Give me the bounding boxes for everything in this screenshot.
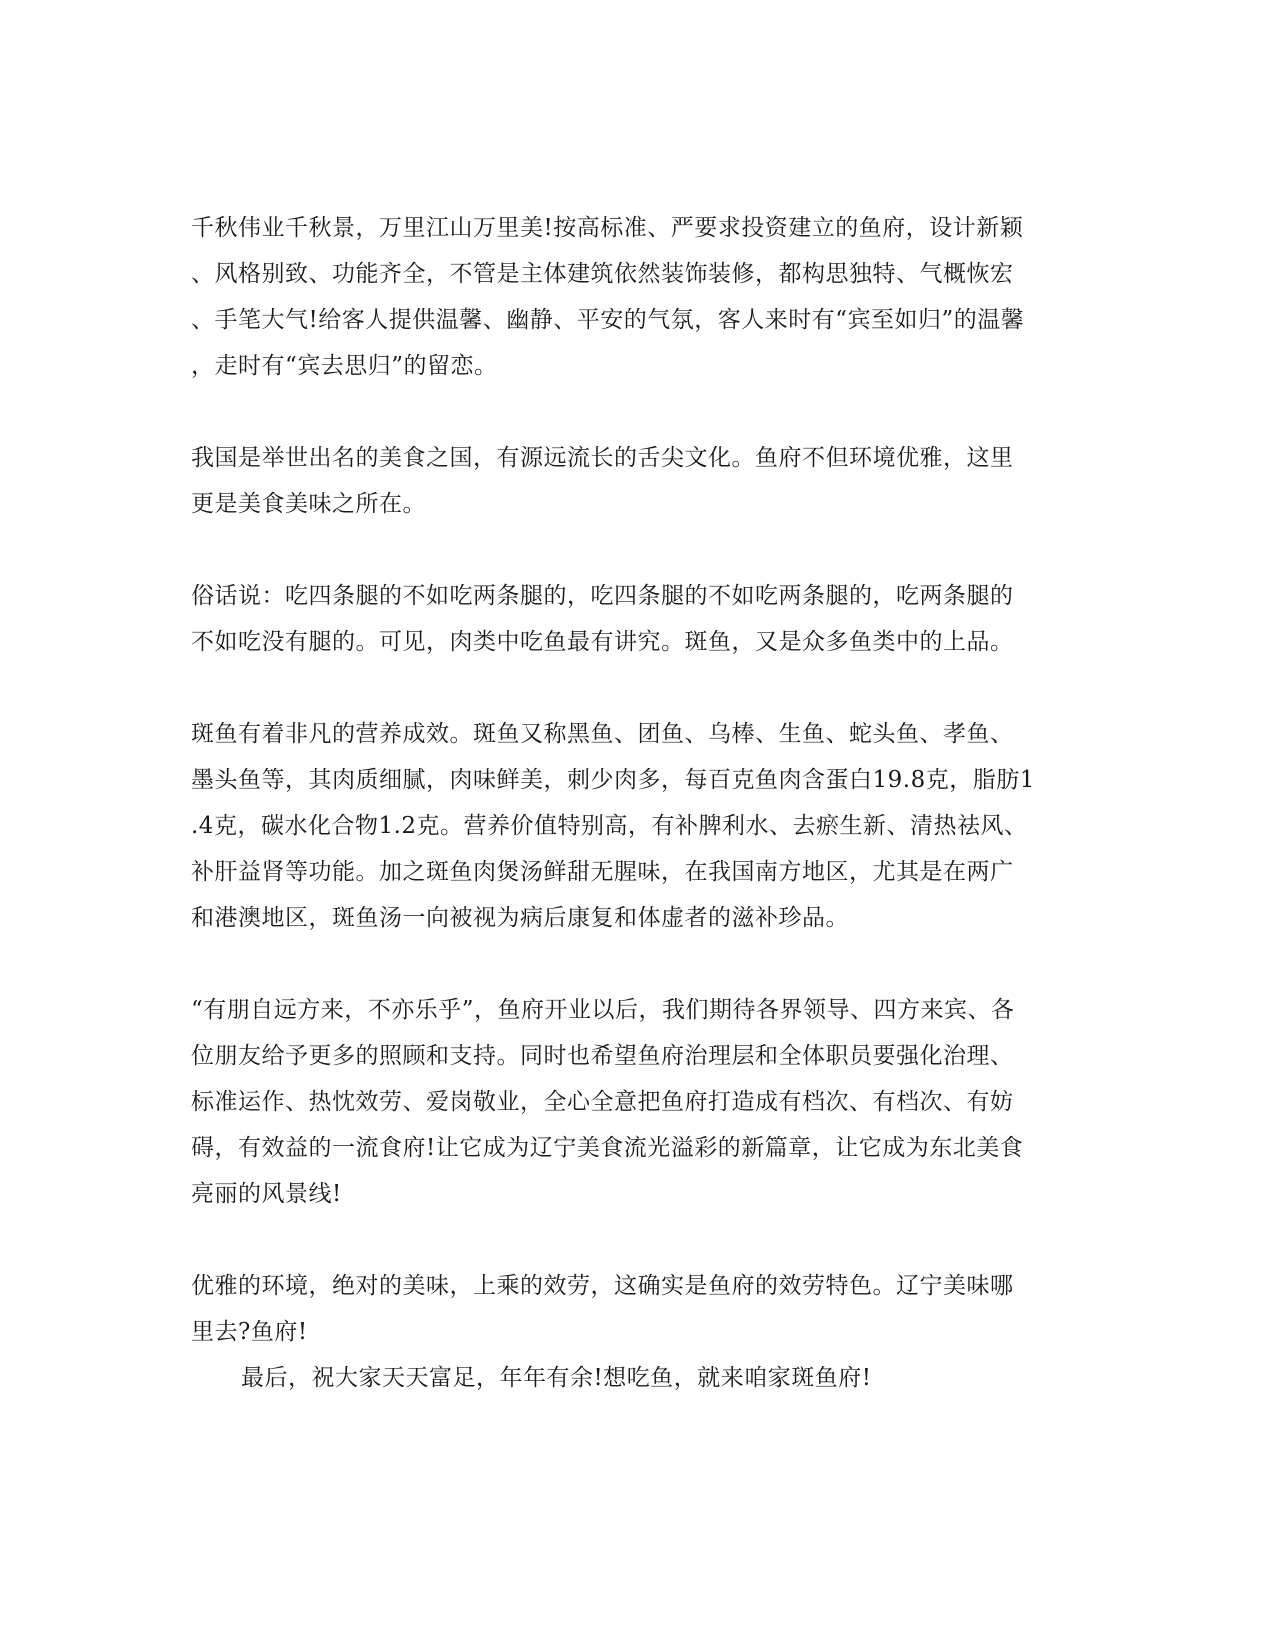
text-line: 优雅的环境，绝对的美味，上乘的效劳，这确实是鱼府的效劳特色。辽宁美味哪 <box>191 1273 1014 1299</box>
text-line: 补肝益肾等功能。加之斑鱼肉煲汤鲜甜无腥味，在我国南方地区，尤其是在两广 <box>191 859 1014 885</box>
text-line: 我国是举世出名的美食之国，有源远流长的舌尖文化。鱼府不但环境优雅，这里 <box>191 445 1014 471</box>
text-line: 、手笔大气!给客人提供温馨、幽静、平安的气氛，客人来时有“宾至如归”的温馨 <box>191 307 1025 333</box>
text-line: “有朋自远方来，不亦乐乎”，鱼府开业以后，我们期待各界领导、四方来宾、各 <box>191 997 1015 1023</box>
text-line: 墨头鱼等，其肉质细腻，肉味鲜美，刺少肉多，每百克鱼肉含蛋白19.8克，脂肪1 <box>191 767 1035 793</box>
document-body <box>191 205 1084 1401</box>
text-line: 亮丽的风景线! <box>191 1181 342 1207</box>
text-line: ，走时有“宾去思归”的留恋。 <box>191 353 498 379</box>
text-line: 里去?鱼府! <box>191 1319 308 1345</box>
text-line: 斑鱼有着非凡的营养成效。斑鱼又称黑鱼、团鱼、乌棒、生鱼、蛇头鱼、孝鱼、 <box>191 721 1014 747</box>
text-line: 标准运作、热忱效劳、爱岗敬业，全心全意把鱼府打造成有档次、有档次、有妨 <box>191 1089 1014 1115</box>
paragraph-saying <box>191 573 1084 665</box>
text-line: 俗话说：吃四条腿的不如吃两条腿的，吃四条腿的不如吃两条腿的，吃两条腿的 <box>191 583 1014 609</box>
text-line: 位朋友给予更多的照顾和支持。同时也希望鱼府治理层和全体职员要强化治理、 <box>191 1043 1014 1069</box>
paragraph-food-culture <box>191 435 1084 527</box>
paragraph-closing <box>191 1355 1084 1401</box>
paragraph-features <box>191 1263 1084 1355</box>
text-line: 碍，有效益的一流食府!让它成为辽宁美食流光溢彩的新篇章，让它成为东北美食 <box>191 1135 1024 1161</box>
paragraph-intro <box>191 205 1084 389</box>
text-line: 不如吃没有腿的。可见，肉类中吃鱼最有讲究。斑鱼，又是众多鱼类中的上品。 <box>191 629 1014 655</box>
text-line: 更是美食美味之所在。 <box>191 491 426 517</box>
text-line: 最后，祝大家天天富足，年年有余!想吃鱼，就来咱家斑鱼府! <box>241 1365 872 1391</box>
text-line: 、风格别致、功能齐全，不管是主体建筑依然装饰装修，都构思独特、气概恢宏 <box>191 261 1014 287</box>
text-line: 和港澳地区，斑鱼汤一向被视为病后康复和体虚者的滋补珍品。 <box>191 905 849 931</box>
text-line: .4克，碳水化合物1.2克。营养价值特别高，有补脾利水、去瘀生新、清热祛风、 <box>191 813 1028 839</box>
paragraph-welcome <box>191 987 1084 1217</box>
paragraph-nutrition <box>191 711 1084 941</box>
text-line: 千秋伟业千秋景，万里江山万里美!按高标准、严要求投资建立的鱼府，设计新颖 <box>191 215 1024 241</box>
